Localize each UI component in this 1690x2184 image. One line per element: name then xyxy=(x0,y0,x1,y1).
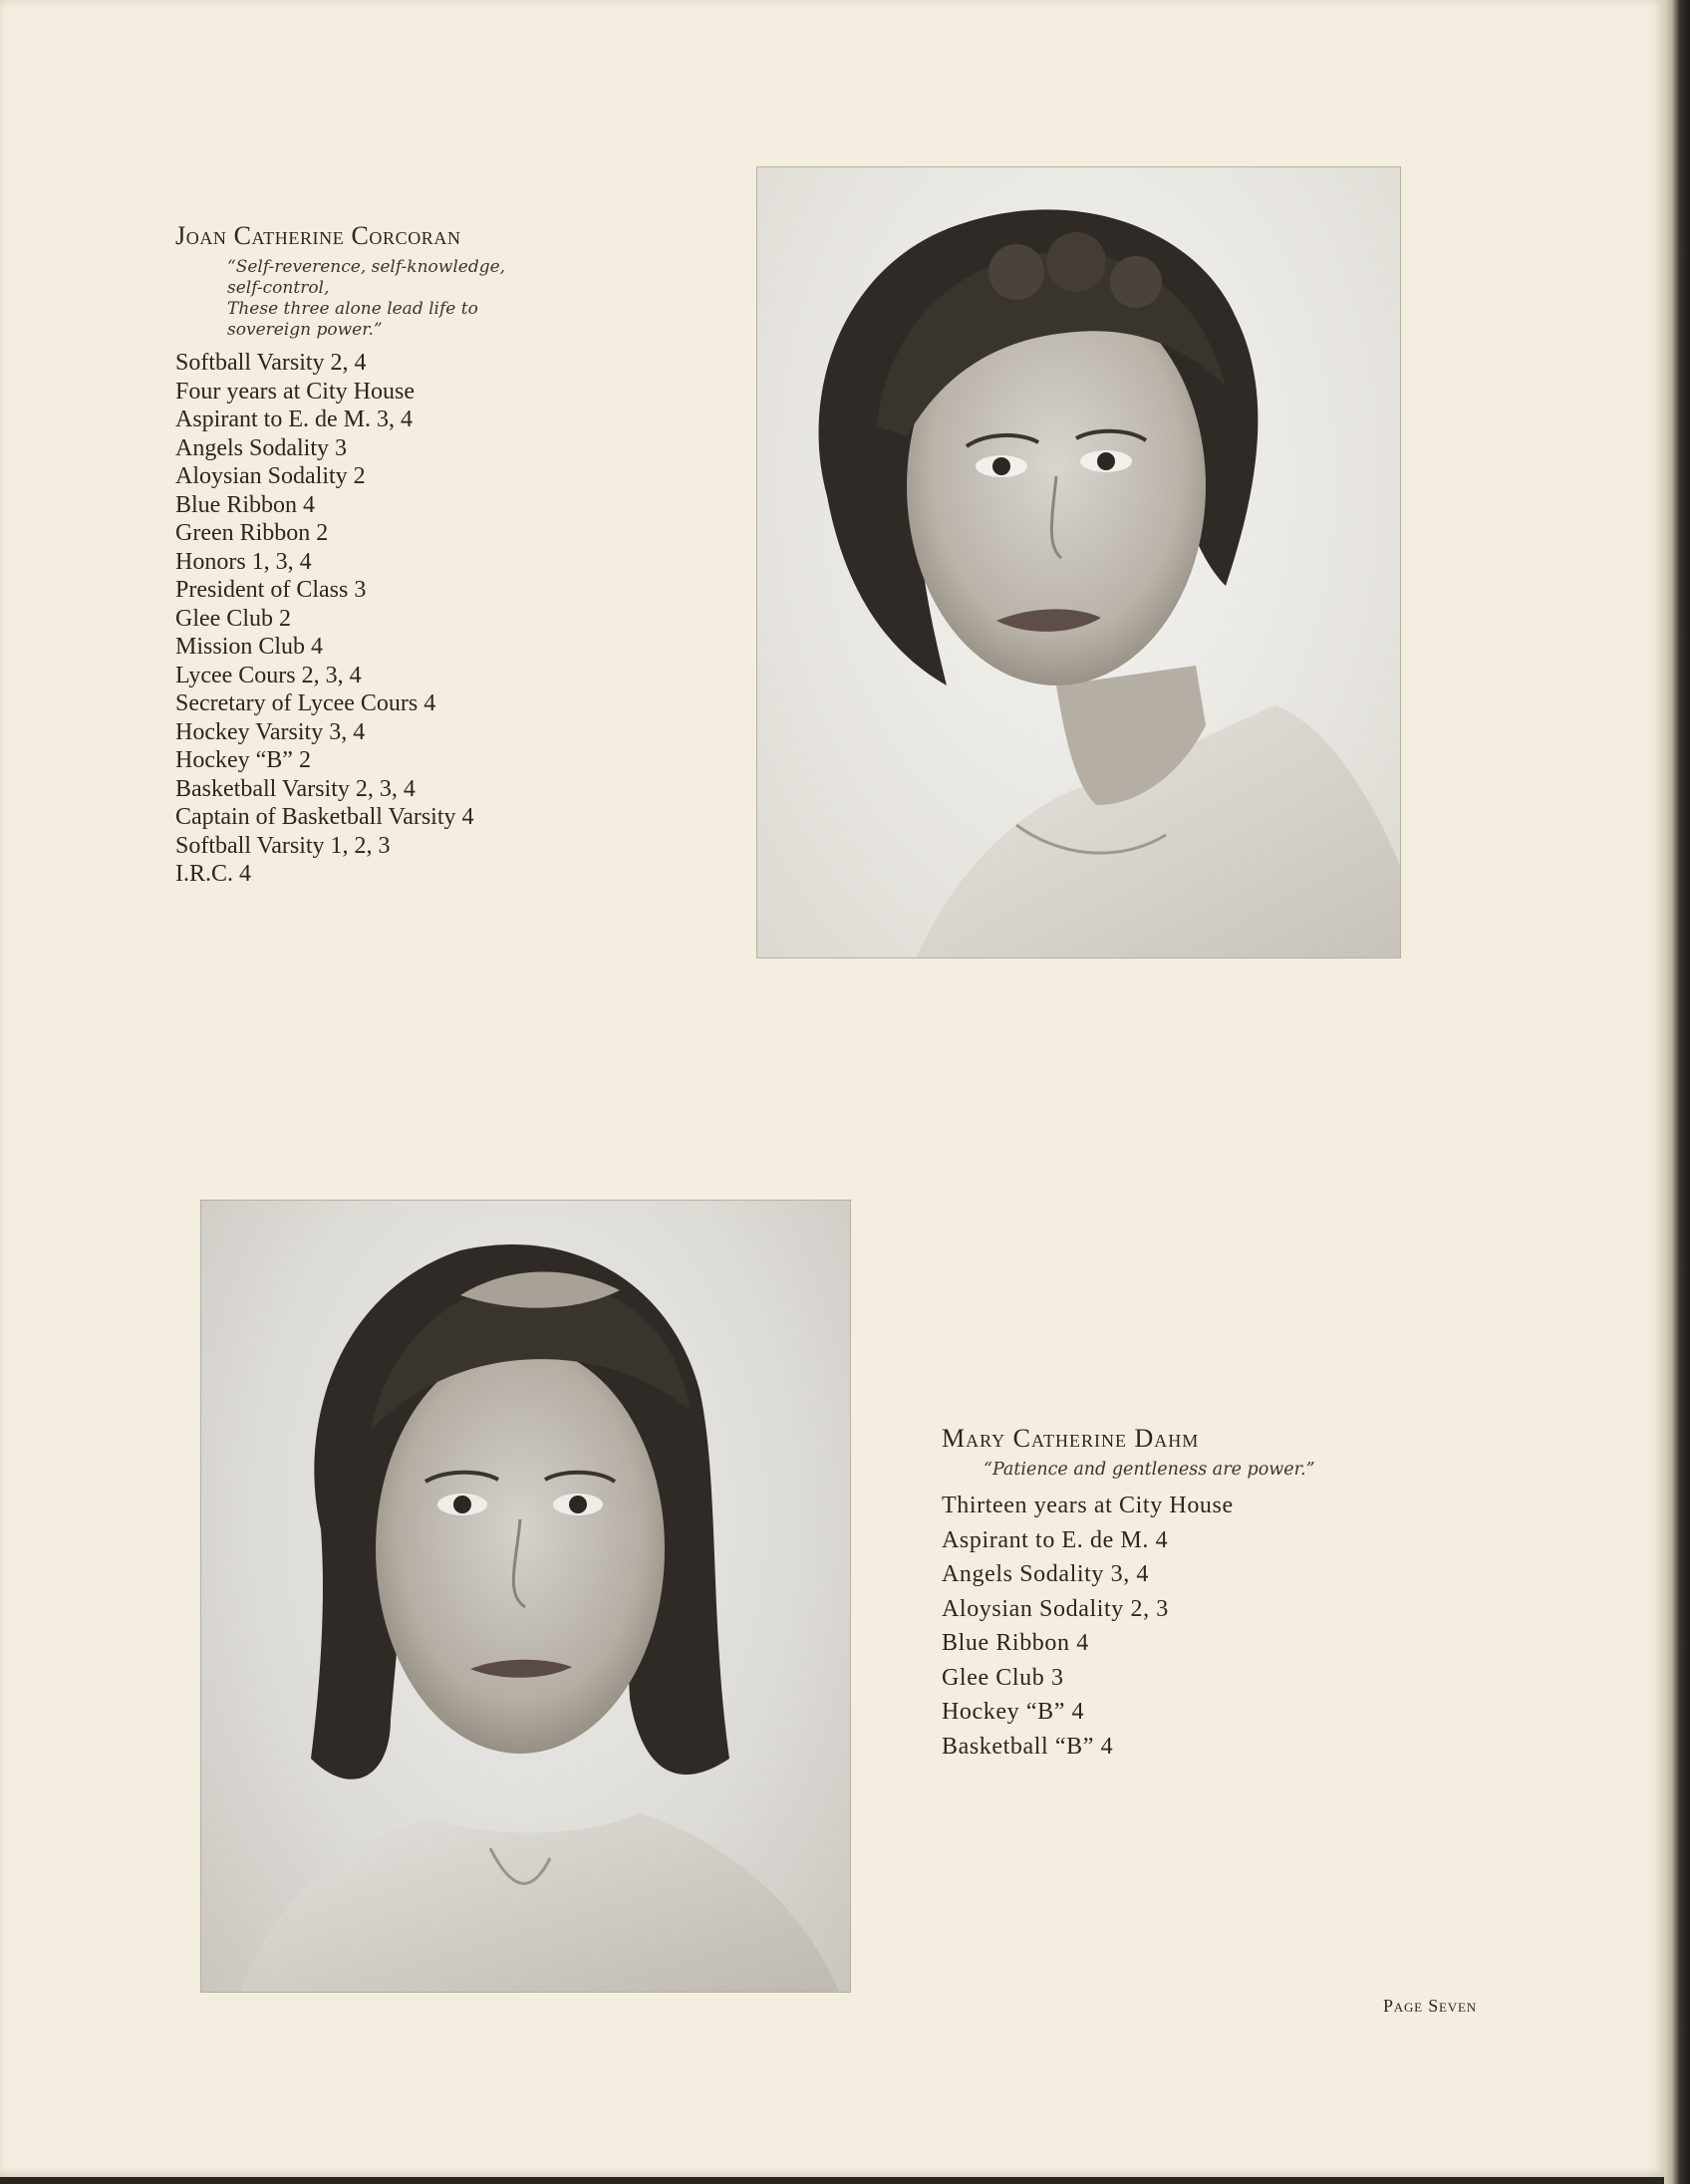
portrait-illustration xyxy=(757,167,1400,957)
activity-item: Aloysian Sodality 2, 3 xyxy=(942,1595,1169,1622)
activity-item: Four years at City House xyxy=(175,378,415,405)
portrait-photo-corcoran xyxy=(756,166,1401,958)
activity-item: Blue Ribbon 4 xyxy=(175,491,316,518)
page-edge xyxy=(1664,0,1690,2184)
activity-item: Green Ribbon 2 xyxy=(175,520,329,546)
bottom-edge xyxy=(0,2177,1664,2184)
quote-line: “Self-reverence, self-knowledge, xyxy=(227,257,506,277)
activity-item: Lycee Cours 2, 3, 4 xyxy=(175,662,362,688)
activity-item: President of Class 3 xyxy=(175,577,367,603)
activity-item: Aspirant to E. de M. 3, 4 xyxy=(175,407,413,432)
activity-item: Softball Varsity 1, 2, 3 xyxy=(175,832,391,859)
activity-item: Hockey “B” 4 xyxy=(942,1699,1085,1725)
activity-item: Captain of Basketball Varsity 4 xyxy=(175,804,474,830)
activity-item: Secretary of Lycee Cours 4 xyxy=(175,690,436,716)
page-number: Page Seven xyxy=(1383,1996,1477,2016)
activity-item: Honors 1, 3, 4 xyxy=(175,548,312,575)
portrait-illustration xyxy=(201,1201,850,1992)
portrait-photo-dahm xyxy=(200,1200,851,1993)
activity-item: Softball Varsity 2, 4 xyxy=(175,350,367,376)
activity-item: Hockey “B” 2 xyxy=(175,747,311,773)
activity-item: Basketball Varsity 2, 3, 4 xyxy=(175,775,416,802)
activity-item: Angels Sodality 3 xyxy=(175,434,347,461)
activity-item: Hockey Varsity 3, 4 xyxy=(175,718,366,745)
activity-item: I.R.C. 4 xyxy=(175,861,252,887)
student-name: Joan Catherine Corcoran xyxy=(175,221,461,250)
student-quote xyxy=(227,257,505,341)
activity-item: Mission Club 4 xyxy=(175,634,324,660)
activity-item: Glee Club 3 xyxy=(942,1664,1064,1691)
activity-item: Thirteen years at City House xyxy=(942,1493,1234,1518)
student-entry-corcoran xyxy=(175,221,505,889)
student-entry-dahm xyxy=(942,1424,1315,1764)
activity-item: Glee Club 2 xyxy=(175,605,291,632)
quote-line: self-control, xyxy=(227,278,330,298)
activity-item: Angels Sodality 3, 4 xyxy=(942,1561,1149,1587)
activity-item: Aloysian Sodality 2 xyxy=(175,463,366,489)
student-quote xyxy=(984,1460,1315,1481)
activity-item: Basketball “B” 4 xyxy=(942,1733,1114,1760)
activity-item: Blue Ribbon 4 xyxy=(942,1630,1089,1656)
quote-line: These three alone lead life to xyxy=(227,299,478,319)
quote-line: “Patience and gentleness are power.” xyxy=(984,1460,1315,1480)
activity-list xyxy=(175,349,505,889)
student-name: Mary Catherine Dahm xyxy=(942,1424,1200,1453)
quote-line: sovereign power.” xyxy=(227,320,383,340)
activity-list xyxy=(942,1489,1315,1764)
activity-item: Aspirant to E. de M. 4 xyxy=(942,1526,1169,1553)
